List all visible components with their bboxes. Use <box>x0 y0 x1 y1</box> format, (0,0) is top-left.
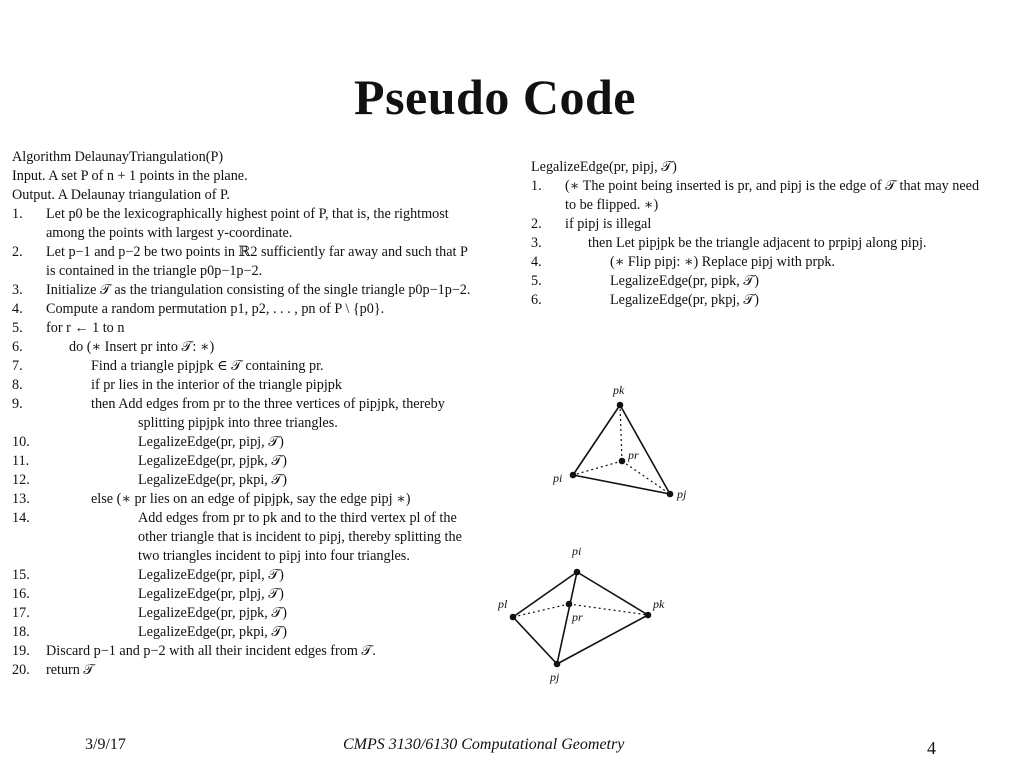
code-line <box>12 490 512 509</box>
vertex-pk <box>617 402 624 409</box>
line-number: 11. <box>12 453 30 469</box>
line-number: 1. <box>12 206 23 222</box>
line-number: 7. <box>12 358 23 374</box>
code-line <box>12 205 512 224</box>
line-number <box>12 224 46 243</box>
line-text: LegalizeEdge(pr, pjpk, 𝒯) <box>138 605 287 621</box>
vertex-pl <box>510 614 517 621</box>
line-number: 2. <box>12 244 23 260</box>
line-text: other triangle that is incident to pipj, thereby splitting the <box>138 529 462 545</box>
line-text: LegalizeEdge(pr, pjpk, 𝒯) <box>138 453 287 469</box>
line-text: LegalizeEdge(pr, pipl, 𝒯) <box>138 567 284 583</box>
vertex-pi <box>574 569 581 576</box>
line-number: 8. <box>12 377 23 393</box>
line-number: 9. <box>12 396 23 412</box>
line-text: Add edges from pr to pk and to the third vertex pl of the <box>138 510 457 526</box>
code-line <box>12 300 512 319</box>
code-line <box>531 177 1016 196</box>
line-text: (∗ Flip pipj: ∗) Replace pipj with prpk. <box>610 254 835 270</box>
code-line <box>12 395 512 414</box>
line-text: else (∗ pr lies on an edge of pipjpk, say the edge pipj ∗) <box>91 491 411 507</box>
line-number <box>531 196 565 215</box>
code-line <box>12 357 512 376</box>
line-number: 13. <box>12 491 30 507</box>
line-number: 15. <box>12 567 30 583</box>
line-text: LegalizeEdge(pr, pkpj, 𝒯) <box>610 292 759 308</box>
label-pj: pj <box>677 487 687 501</box>
code-line <box>12 338 512 357</box>
line-text: if pipj is illegal <box>565 216 652 232</box>
diagram-triangle-split <box>540 378 710 508</box>
code-line <box>12 262 512 281</box>
line-text: Find a triangle pipjpk ∈ 𝒯 containing pr. <box>91 358 324 374</box>
code-line <box>531 253 1016 272</box>
line-number: 20. <box>12 662 30 678</box>
line-number: 2. <box>531 216 542 232</box>
footer-course: CMPS 3130/6130 Computational Geometry <box>343 736 625 753</box>
line-text: Let p−1 and p−2 be two points in ℝ2 sufficiently far away and such that P <box>46 244 468 260</box>
label-pr: pr <box>628 448 639 462</box>
edge-pk-pi <box>573 405 620 475</box>
code-line <box>12 224 512 243</box>
line-text: do (∗ Insert pr into 𝒯: ∗) <box>69 339 215 355</box>
code-line <box>12 585 512 604</box>
line-text: if pr lies in the interior of the triangle pipjpk <box>91 377 342 393</box>
label-pk: pk <box>613 383 625 397</box>
footer-date: 3/9/17 <box>85 736 126 753</box>
line-number <box>12 262 46 281</box>
code-line <box>531 272 1016 291</box>
label-pi: pi <box>572 544 582 558</box>
code-line <box>12 376 512 395</box>
edge-pl-pj <box>513 617 557 664</box>
algorithm-header: Algorithm DelaunayTriangulation(P) <box>12 149 224 165</box>
line-number: 16. <box>12 586 30 602</box>
label-pl: pl <box>498 597 508 611</box>
code-line <box>531 291 1016 310</box>
line-number: 19. <box>12 643 30 659</box>
dotted-edge-pr-pk <box>620 405 622 461</box>
edge-pi-pk <box>577 572 648 615</box>
code-line <box>12 414 512 433</box>
footer-page-number: 4 <box>927 738 936 758</box>
legalize-lines <box>531 177 1016 310</box>
label-pk: pk <box>653 597 665 611</box>
vertex-pi <box>570 472 577 479</box>
line-text: Initialize 𝒯 as the triangulation consisting of the single triangle p0p−1p−2. <box>46 282 471 298</box>
line-text: splitting pipjpk into three triangles. <box>138 415 338 431</box>
line-number <box>12 528 46 547</box>
vertex-pr <box>566 601 573 608</box>
line-text: LegalizeEdge(pr, plpj, 𝒯) <box>138 586 284 602</box>
line-number: 5. <box>531 273 542 289</box>
code-line <box>531 234 1016 253</box>
line-number: 3. <box>531 235 542 251</box>
algorithm-delaunay-triangulation <box>12 148 512 680</box>
label-pr: pr <box>572 610 583 624</box>
code-line <box>531 215 1016 234</box>
line-text: LegalizeEdge(pr, pipj, 𝒯) <box>138 434 284 450</box>
line-number: 4. <box>531 254 542 270</box>
code-line <box>12 243 512 262</box>
code-line <box>12 528 512 547</box>
line-number: 5. <box>12 320 23 336</box>
algorithm-input: Input. A set P of n + 1 points in the plane. <box>12 168 248 184</box>
line-text: LegalizeEdge(pr, pkpi, 𝒯) <box>138 472 287 488</box>
line-number: 3. <box>12 282 23 298</box>
line-number: 12. <box>12 472 30 488</box>
line-text: (∗ The point being inserted is pr, and pipj is the edge of 𝒯 that may need <box>565 178 980 194</box>
legalize-header: LegalizeEdge(pr, pipj, 𝒯) <box>531 159 677 175</box>
code-line <box>12 433 512 452</box>
code-line <box>12 547 512 566</box>
vertex-pk <box>645 612 652 619</box>
code-line <box>12 566 512 585</box>
line-number: 6. <box>531 292 542 308</box>
line-number: 14. <box>12 510 30 526</box>
slide-title: Pseudo Code <box>354 69 636 125</box>
code-line <box>12 623 512 642</box>
code-line <box>12 452 512 471</box>
code-line <box>12 604 512 623</box>
legalize-edge-procedure <box>531 158 1016 310</box>
line-text: Compute a random permutation p1, p2, . . . , pn of P \ {p0}. <box>46 301 385 317</box>
line-text: LegalizeEdge(pr, pipk, 𝒯) <box>610 273 759 289</box>
line-number <box>12 414 46 433</box>
line-number <box>12 547 46 566</box>
edge-pk-pj <box>557 615 648 664</box>
code-line <box>12 642 512 661</box>
line-text: among the points with largest y-coordinate. <box>46 225 293 241</box>
line-text: then Let pipjpk be the triangle adjacent to prpipj along pipj. <box>588 235 927 251</box>
line-text: two triangles incident to pipj into four triangles. <box>138 548 410 564</box>
line-text: LegalizeEdge(pr, pkpi, 𝒯) <box>138 624 287 640</box>
code-line <box>12 661 512 680</box>
label-pi: pi <box>553 471 563 485</box>
diagram-edge-split <box>490 540 690 688</box>
algorithm-lines <box>12 205 512 680</box>
line-text: then Add edges from pr to the three vertices of pipjpk, thereby <box>91 396 445 412</box>
code-line <box>12 471 512 490</box>
line-number: 1. <box>531 178 542 194</box>
code-line <box>12 509 512 528</box>
vertex-pj <box>667 491 674 498</box>
line-number: 10. <box>12 434 30 450</box>
line-number: 18. <box>12 624 30 640</box>
line-number: 4. <box>12 301 23 317</box>
vertex-pj <box>554 661 561 668</box>
code-line <box>12 319 512 338</box>
edge-pi-pl <box>513 572 577 617</box>
line-number: 17. <box>12 605 30 621</box>
vertex-pr <box>619 458 626 465</box>
code-line <box>12 281 512 300</box>
code-line <box>531 196 1016 215</box>
algorithm-output: Output. A Delaunay triangulation of P. <box>12 187 230 203</box>
line-text: Discard p−1 and p−2 with all their incident edges from 𝒯. <box>46 643 376 659</box>
line-text: return 𝒯 <box>46 662 95 678</box>
line-text: for r ← 1 to n <box>46 320 125 336</box>
line-text: is contained in the triangle p0p−1p−2. <box>46 263 263 279</box>
line-number: 6. <box>12 339 23 355</box>
line-text: to be flipped. ∗) <box>565 197 659 213</box>
line-text: Let p0 be the lexicographically highest point of P, that is, the rightmost <box>46 206 449 222</box>
label-pj: pj <box>550 670 560 684</box>
